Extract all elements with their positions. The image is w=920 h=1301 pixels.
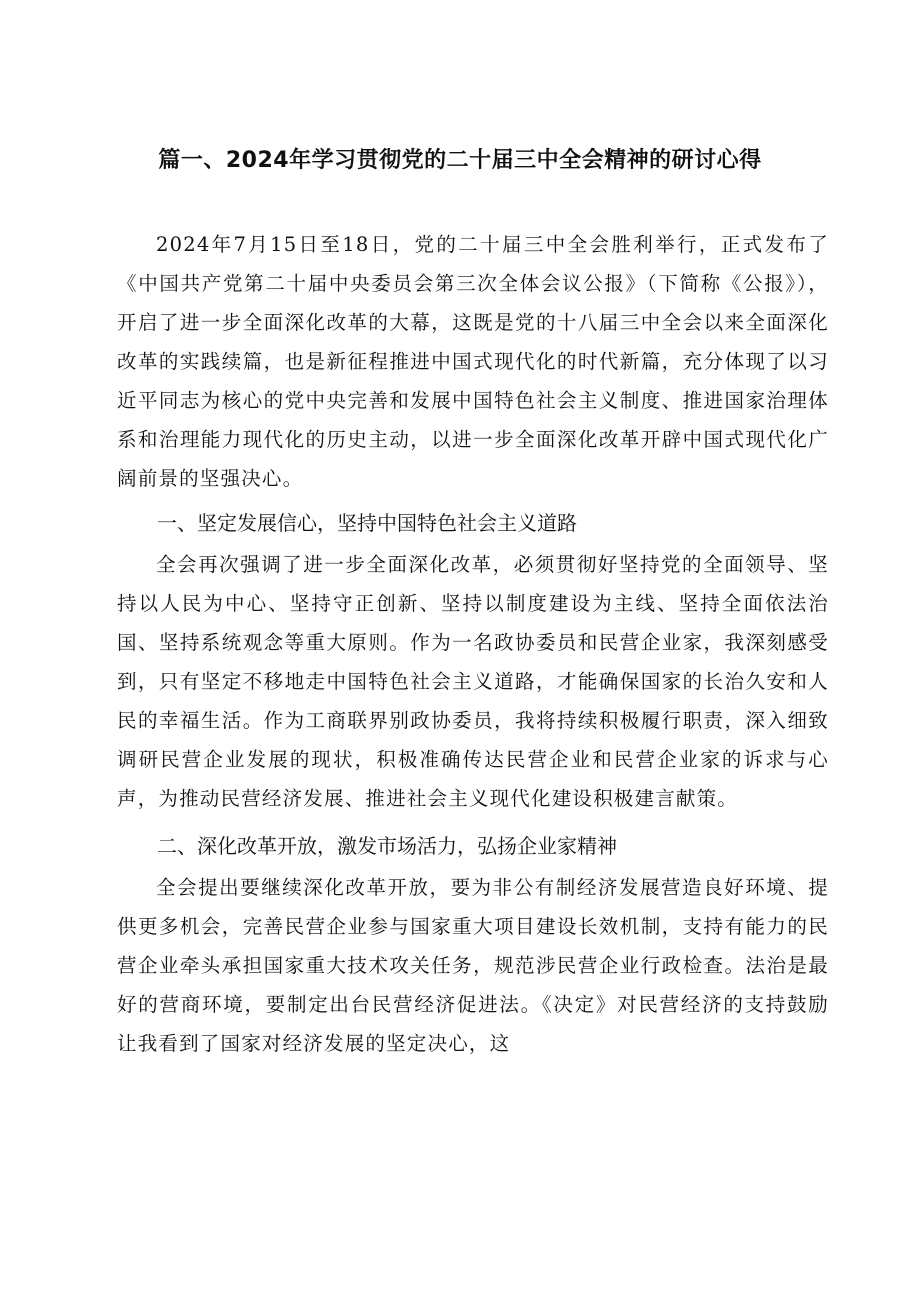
section-1-heading: 一、坚定发展信心，坚持中国特色社会主义道路 bbox=[157, 511, 577, 535]
section-1-paragraph: 全会再次强调了进一步全面深化改革，必须贯彻好坚持党的全面领导、坚持以人民为中心、坚持守正创新、坚持以制度建设为主线、坚持全面依法治国、坚持系统观念等重大原则。作为一名政协委员和民营企业家，我深刻感受到，只有坚定不移地走中国特色社会主义道路，才能确保国家的长治久安和人民的幸福生活。作为工商联界别政协委员，我将持续积极履行职责，深入细致调研民营企业发展的现状，积极准确传达民营企业和民营企业家的诉求与心声，为推动民营经济发展、推进社会主义现代化建设积极建言献策。 bbox=[117, 553, 829, 810]
document-title: 篇一、2024年学习贯彻党的二十届三中全会精神的研讨心得 bbox=[158, 148, 762, 173]
section-2-paragraph: 全会提出要继续深化改革开放，要为非公有制经济发展营造良好环境、提供更多机会，完善民营企业参与国家重大项目建设长效机制，支持有能力的民营企业牵头承担国家重大技术攻关任务，规范涉民营企业行政检查。法治是最好的营商环境，要制定出台民营经济促进法。《决定》对民营经济的支持鼓励让我看到了国家对经济发展的坚定决心，这 bbox=[117, 876, 829, 1055]
intro-paragraph: 2024年7月15日至18日，党的二十届三中全会胜利举行，正式发布了《中国共产党第二十届中央委员会第三次全体会议公报》（下简称《公报》），开启了进一步全面深化改革的大幕，这既是党的十八届三中全会以来全面深化改革的实践续篇，也是新征程推进中国式现代化的时代新篇，充分体现了以习近平同志为核心的党中央完善和发展中国特色社会主义制度、推进国家治理体系和治理能力现代化的历史主动，以进一步全面深化改革开辟中国式现代化广阔前景的坚强决心。 bbox=[117, 233, 829, 490]
section-2-heading: 二、深化改革开放，激发市场活力，弘扬企业家精神 bbox=[157, 834, 617, 858]
document-body bbox=[117, 225, 829, 1063]
